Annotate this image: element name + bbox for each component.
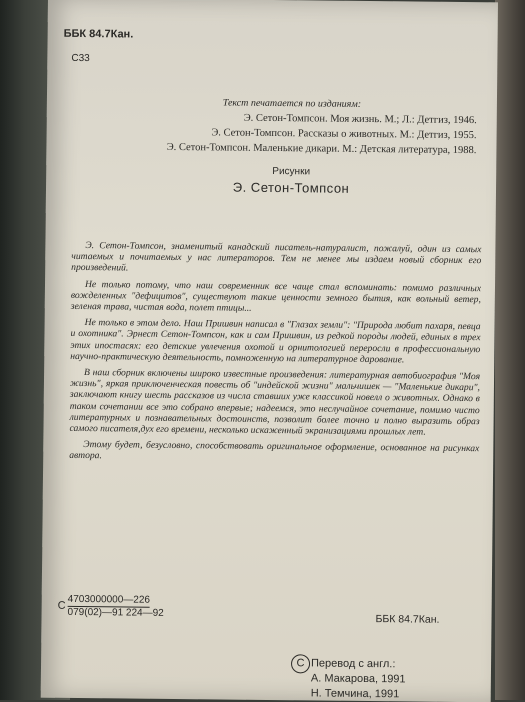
library-classification-code: ББК 84.7Кан. bbox=[63, 27, 134, 41]
copyright-icon: С bbox=[291, 654, 310, 673]
author-sign-code: С33 bbox=[71, 52, 90, 65]
editions-heading: Текст печатается по изданиям: bbox=[222, 97, 362, 110]
annotation-paragraph: Не только в этом дело. Наш Пришвин написал в "Глазах земли": "Природа любит пахаря, певца и охотника". Эрнест Сетон-Томпсон, как и сам Пришвин, из редкой породы людей, единых в трех этих ипостасях: его детские увлечения охотой и орнитологией переросли в профессиональную научно-практическую деятельность, помноженную на литературное дарование. bbox=[70, 317, 481, 366]
book-page bbox=[41, 0, 498, 702]
translator-credit: Н. Темчина, 1991 bbox=[310, 687, 400, 701]
annotation-paragraph: Э. Сетон-Томпсон, знаменитый канадский писатель-натуралист, пожалуй, один из самых читаемых и почитаемых у нас литераторов. Тем не менее мы издаем новый сборник его произведений. bbox=[71, 240, 482, 274]
annotation-paragraph: Не только потому, что наш современник все чаще стал вспоминать: помимо различных вожделенных "дефицитов", существуют такие ценности земного бытия, как вольный ветер, зеленая трава, чистая вода, полет птицы... bbox=[70, 278, 482, 314]
illustrations-heading: Рисунки bbox=[272, 166, 311, 178]
translation-credit: Перевод с англ.: bbox=[310, 657, 396, 671]
catalog-index-letter: С bbox=[57, 599, 66, 612]
illustrations-author: Э. Сетон-Томпсон bbox=[232, 179, 350, 196]
edition-line: Э. Сетон-Томпсон. Моя жизнь. М.; Л.: Детгиз, 1946. bbox=[243, 112, 477, 127]
annotation-text bbox=[69, 240, 481, 471]
catalog-index-denominator: 079(02)—91 224—92 bbox=[67, 606, 164, 619]
catalog-index-numerator: 4703000000—226 bbox=[67, 593, 151, 606]
library-classification-footer: ББК 84.7Кан. bbox=[375, 613, 440, 626]
annotation-paragraph: Этому будет, безусловно, способствовать оригинальное оформление, основанное на рисунках автора. bbox=[69, 439, 480, 462]
edition-line: Э. Сетон-Томпсон. Маленькие дикари. М.: Детская литература, 1988. bbox=[166, 141, 477, 157]
translator-credit: А. Макарова, 1991 bbox=[310, 672, 406, 686]
edition-line: Э. Сетон-Томпсон. Рассказы о животных. М.: Детгиз, 1955. bbox=[211, 127, 477, 142]
annotation-paragraph: В наш сборник включены широко известные произведения: литературная автобиография "Моя жизнь", яркая приключенческая повесть об "индейской жизни" мальчишек — "Маленькие дикари", заключают книгу шесть рассказов из числа ставших уже классикой новелл о животных. Однако в таком сочетании все это собрано впервые; надеемся, это неслучайное сочетание, помимо чисто литературных и познавательных достоинств, позволит более точно и полно выразить образ самого писателя,дух его времени, несколько искаженный экранизациями прошлых лет. bbox=[69, 367, 481, 438]
book-binding-right bbox=[495, 0, 525, 700]
